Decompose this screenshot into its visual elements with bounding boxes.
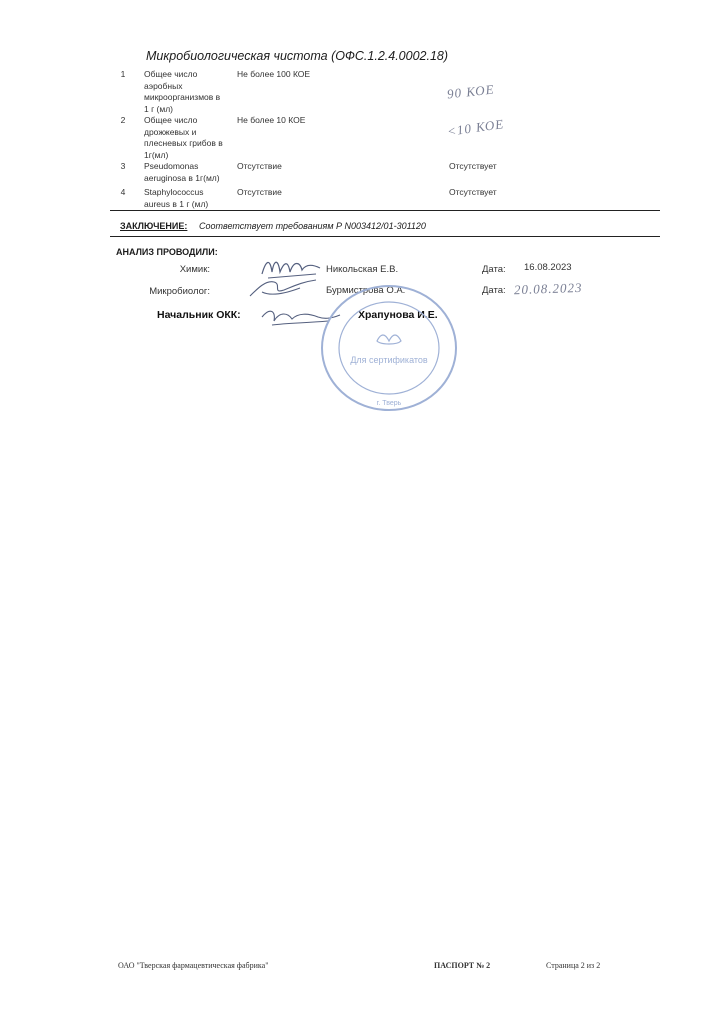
test-result: Отсутствует [449,187,497,197]
microbiologist-role: Микробиолог: [149,286,210,297]
test-name: Общее число аэробных микроорганизмов в 1 г (мл) [144,69,221,114]
conclusion-label: ЗАКЛЮЧЕНИЕ: [120,221,188,231]
section-title: Микробиологическая чистота (ОФС.1.2.4.0002.18) [146,49,449,63]
test-norm: Отсутствие [237,161,282,171]
stamp-bottom-text: г. Тверь [376,400,402,407]
chemist-role: Химик: [179,264,210,275]
test-norm: Отсутствие [237,187,282,197]
footer-company: ОАО "Тверская фармацевтическая фабрика" [118,961,269,970]
microbiologist-date-handwritten: 20.08.2023 [513,279,583,298]
row-number: 2 [120,115,126,125]
conclusion-text: Соответствует требованиям Р N003412/01-301120 [199,221,426,231]
stamp-center-text: Для сертификатов [350,355,428,365]
footer-page: Страница 2 из 2 [546,961,601,970]
round-stamp [319,283,459,413]
test-result: Отсутствует [449,161,497,171]
microbiologist-name: Бурмистрова О.А. [326,285,406,296]
chemist-date: 16.08.2023 [524,262,572,273]
microbiologist-signature [244,274,324,300]
test-name: Staphylococcus aureus в 1 г (мл) [144,187,209,209]
analysis-heading: АНАЛИЗ ПРОВОДИЛИ: [116,247,218,257]
handwritten-result: <10 КОЕ [446,116,506,139]
test-name: Pseudomonas aeruginosa в 1г(мл) [144,161,220,183]
divider-bottom [110,236,660,237]
row-number: 4 [120,187,126,197]
microbiologist-date-label: Дата: [482,285,506,296]
test-name: Общее число дрожжевых и плесневых грибов в 1г(мл) [144,115,223,160]
test-norm: Не более 100 КОЕ [237,69,311,79]
row-number: 3 [120,161,126,171]
head-role: Начальник ОКК: [157,309,241,321]
divider-top [110,210,660,211]
handwritten-result: 90 КОЕ [446,81,496,102]
test-norm: Не более 10 КОЕ [237,115,306,125]
footer-passport: ПАСПОРТ № 2 [434,961,491,970]
chemist-date-label: Дата: [482,264,506,275]
head-name: Храпунова И.Е. [358,309,438,321]
chemist-name: Никольская Е.В. [326,264,399,275]
row-number: 1 [120,69,126,79]
